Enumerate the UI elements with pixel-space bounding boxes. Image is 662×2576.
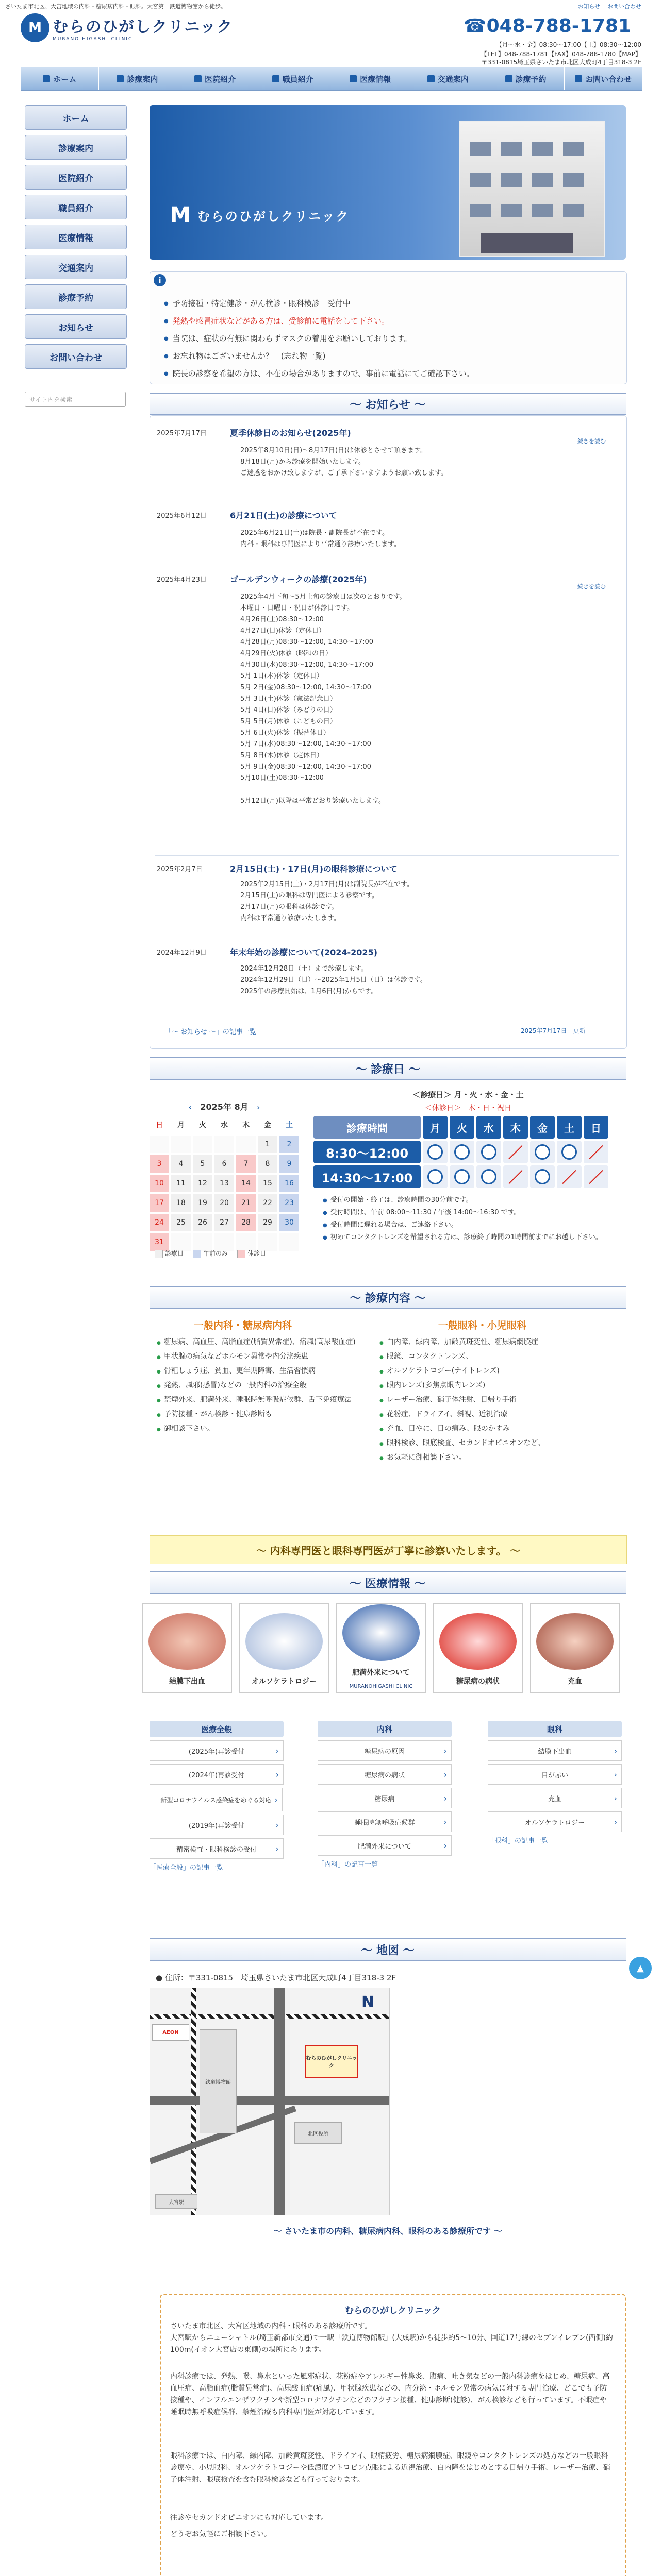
calendar-day: 30 bbox=[279, 1214, 299, 1231]
news-title[interactable]: 年末年始の診療について(2024-2025) bbox=[230, 947, 378, 957]
schedule-note: ● 受付の開始・終了は、診療時間の30分前です。 bbox=[323, 1194, 472, 1204]
schedule-closed-mark: ／ bbox=[503, 1165, 528, 1188]
gnav-label: 交通案内 bbox=[437, 74, 469, 84]
gnav-home[interactable] bbox=[21, 67, 99, 90]
ophthalmology-list bbox=[379, 1336, 622, 1462]
news-title[interactable]: 6月21日(土)の診療について bbox=[230, 511, 337, 520]
header-link-news[interactable]: お知らせ bbox=[577, 3, 600, 10]
calendar-day: 5 bbox=[193, 1155, 212, 1173]
calendar-day: 24 bbox=[150, 1214, 169, 1231]
gnav-reservation[interactable] bbox=[487, 67, 565, 90]
scroll-top-icon[interactable]: ▲ bbox=[629, 1957, 652, 1979]
dept-item: ● 眼内レンズ(多焦点眼内レンズ) bbox=[379, 1380, 622, 1390]
schedule-day-sun: 日 bbox=[584, 1116, 608, 1139]
compass-north-icon: N bbox=[361, 1993, 375, 2011]
schedule-note: ● 受付時間に遅れる場合は、ご連絡下さい。 bbox=[323, 1219, 458, 1229]
calendar-day bbox=[236, 1233, 256, 1251]
calendar-weekday: 土 bbox=[286, 1121, 293, 1129]
info-card[interactable] bbox=[239, 1603, 329, 1693]
category-internal bbox=[318, 1721, 452, 1869]
header-top-links bbox=[577, 2, 641, 10]
dept-item: ● 骨粗しょう症、貧血、更年期障害、生活習慣病 bbox=[157, 1365, 373, 1376]
calendar-day: 14 bbox=[236, 1175, 256, 1192]
eye-image bbox=[148, 1613, 226, 1670]
category-item[interactable]: 糖尿病 › bbox=[318, 1788, 452, 1808]
map-label-aeon: AEON bbox=[152, 2024, 189, 2041]
calendar-day: 25 bbox=[171, 1214, 191, 1231]
notice-item bbox=[164, 368, 474, 379]
category-item[interactable]: 新型コロナウイルス感染症をめぐる対応 › bbox=[150, 1788, 283, 1811]
schedule-day-sat: 土 bbox=[557, 1116, 582, 1139]
calendar-prev-icon[interactable]: ‹ bbox=[188, 1104, 192, 1112]
calendar-day: 15 bbox=[258, 1175, 277, 1192]
clinic-info-paragraph: 眼科診療では、白内障、緑内障、加齢黄斑変性、ドライアイ、眼精疲労、糖尿病網膜症、眼鏡やコンタクトレンズの処方などの一般眼科診療や、小児眼科、オルソケラトロジーや低濃度アトロピン点眼による近視治療、白内障をはじめとする日帰り手術、レーザー治療、硝子体注射、眼底検査を含む眼科検診なども行っております。 bbox=[170, 2452, 610, 2484]
news-date: 2025年6月12日 bbox=[157, 512, 207, 520]
category-general bbox=[150, 1721, 284, 1872]
card-label: 肥満外来について bbox=[352, 1669, 410, 1677]
schedule-open-mark bbox=[450, 1141, 474, 1163]
home-icon bbox=[43, 75, 50, 82]
sidebar-item-home[interactable]: ホーム bbox=[25, 105, 127, 130]
clinic-info-title: むらのひがしクリニック bbox=[345, 2306, 441, 2316]
calendar-day bbox=[258, 1233, 277, 1251]
dept-item: ● お気軽に御相談下さい。 bbox=[379, 1452, 622, 1462]
global-nav bbox=[21, 67, 642, 91]
gnav-about[interactable] bbox=[176, 67, 254, 90]
calendar-day: 16 bbox=[279, 1175, 299, 1192]
schedule-header-row bbox=[313, 1116, 626, 1139]
dept-item: ● 予防接種・がん検診・健康診断も bbox=[157, 1409, 373, 1419]
schedule-closed-mark: ／ bbox=[557, 1165, 582, 1188]
calendar-grid bbox=[150, 1116, 301, 1251]
news-body: 2025年4月下旬〜5月上旬の診療日は次のとおりです。 木曜日・日曜日・祝日が休診日です。 4月26日(土)08:30〜12:00 4月27日(日)休診（定休日） 4月28日(月)08:30〜12:00, 14:30〜17:00 4月29日(火)休診（昭和の日） 4月30日(水)08:30〜12:00, 14:30〜17:00 5月 1日(木)休診（定休日） 5月 2日(金)08:30〜12:00, 14:30〜17:00 5月 3日(土)休診（憲法記念日） 5月 4日(日)休診（みどりの日） 5月 5日(月)休診（こどもの日） 5月 6日(火)休診（振替休日） 5月 7日(水)08:30〜12:00, 14:30〜17:00 5月 8日(木)休診（定休日） 5月 9日(金)08:30〜12:00, 14:30〜17:00 5月10日(土)08:30〜12:00 5月12日(月)以降は平常どおり診療いたします。 bbox=[240, 593, 406, 805]
gnav-staff[interactable] bbox=[254, 67, 332, 90]
clinic-info-heading: 〜 さいたま市の内科、糖尿病内科、眼科のある診療所です 〜 bbox=[273, 2226, 502, 2236]
calendar-day bbox=[171, 1136, 191, 1153]
calendar-day: 9 bbox=[279, 1155, 299, 1173]
calendar-header bbox=[150, 1100, 299, 1112]
map-label-ward-office: 北区役所 bbox=[294, 2122, 342, 2144]
schedule-header-label: 診療時間 bbox=[313, 1116, 421, 1139]
gnav-access[interactable] bbox=[409, 67, 487, 90]
mail-icon bbox=[575, 75, 582, 82]
calendar-day bbox=[193, 1136, 212, 1153]
calendar-day: 17 bbox=[150, 1194, 169, 1212]
ophthalmology-title: 一般眼科・小児眼科 bbox=[438, 1320, 527, 1331]
sidebar-item-staff[interactable]: 職員紹介 bbox=[25, 195, 127, 219]
news-date: 2025年4月23日 bbox=[157, 576, 207, 584]
category-more-link[interactable]: 「医療全般」の記事一覧 bbox=[150, 1864, 224, 1872]
news-date: 2025年7月17日 bbox=[157, 430, 207, 437]
internal-medicine-list bbox=[157, 1336, 373, 1433]
sidebar-item-news[interactable]: お知らせ bbox=[25, 314, 127, 339]
calendar-next-icon[interactable]: › bbox=[257, 1104, 260, 1112]
dept-item: ● レーザー治療、硝子体注射、日帰り手術 bbox=[379, 1394, 622, 1404]
diabetes-image bbox=[439, 1613, 517, 1670]
schedule-open-mark bbox=[557, 1141, 582, 1163]
dept-item: ● 白内障、緑内障、加齢黄斑変性、糖尿病網膜症 bbox=[379, 1336, 622, 1347]
news-updated: 2025年7月17日 更新 bbox=[521, 1027, 586, 1035]
schedule-day-wed: 水 bbox=[476, 1116, 501, 1139]
map-section-title: 〜 地図 〜 bbox=[150, 1938, 626, 1961]
schedule-closed-mark: ／ bbox=[503, 1141, 528, 1163]
news-body: 2025年6月21日(土)は院長・副院長が不在です。 内科・眼科は専門医により平常通り診療いたします。 bbox=[240, 529, 401, 548]
sidebar-item-medical-info[interactable]: 医療情報 bbox=[25, 225, 127, 249]
gnav-services[interactable] bbox=[99, 67, 177, 90]
info-icon bbox=[350, 75, 357, 82]
legend-closed: 休診日 bbox=[237, 1249, 266, 1258]
calendar-day bbox=[279, 1233, 299, 1251]
notice-text: 発熱や感冒症状などがある方は、受診前に電話をして下さい。 bbox=[172, 316, 389, 326]
calendar-weekday: 水 bbox=[221, 1121, 228, 1129]
news-date: 2025年2月7日 bbox=[157, 866, 203, 873]
notice-item bbox=[164, 333, 412, 344]
clinic-info-paragraph: どうぞお気軽にご相談下さい。 bbox=[170, 2530, 271, 2538]
dept-item: ● 眼鏡、コンタクトレンズ、 bbox=[379, 1351, 622, 1361]
staff-icon bbox=[272, 75, 279, 82]
calendar-weekday: 木 bbox=[242, 1121, 250, 1129]
header-tagline: さいたま市北区、大宮地域の内科・糖尿病内科・眼科。大宮第一鉄道博物館から徒歩。 bbox=[5, 3, 226, 10]
calendar-day: 1 bbox=[258, 1136, 277, 1153]
card-label: 糖尿病の病状 bbox=[456, 1677, 500, 1686]
gnav-label: 職員紹介 bbox=[282, 74, 313, 84]
news-body: 2025年2月15日(土)・2月17日(月)は副院長が不在です。 2月15日(土)の眼科は専門医による診察です。 2月17日(月)の眼科は休診です。 内科は平常通り診療いたします。 bbox=[240, 880, 413, 922]
calendar-day: 18 bbox=[171, 1194, 191, 1212]
dept-item: ● 花粉症、ドライアイ、斜視、近視治療 bbox=[379, 1409, 622, 1419]
calendar-day: 3 bbox=[150, 1155, 169, 1173]
schedule-day-mon: 月 bbox=[423, 1116, 448, 1139]
category-title: 眼科 bbox=[488, 1721, 622, 1737]
category-item[interactable]: (2025年)再診受付 › bbox=[150, 1740, 284, 1761]
logo-subtext: MURANO HIGASHI CLINIC bbox=[53, 37, 133, 42]
category-item[interactable]: 精密検査・眼科検診の受付 › bbox=[150, 1838, 284, 1859]
about-icon bbox=[194, 75, 202, 82]
calendar-day: 4 bbox=[171, 1155, 191, 1173]
schedule-open-mark bbox=[530, 1165, 555, 1188]
dept-item: ● オルソケラトロジー(ナイトレンズ) bbox=[379, 1365, 622, 1376]
info-card[interactable] bbox=[530, 1603, 620, 1693]
dept-item: ● 禁煙外来、肥満外来、睡眠時無呼吸症候群、舌下免疫療法 bbox=[157, 1394, 373, 1404]
header-address: 〒331-0815埼玉県さいたま市北区大成町4丁目318-3 2F bbox=[481, 59, 641, 66]
schedule-open-mark bbox=[476, 1141, 501, 1163]
category-title: 医療全般 bbox=[150, 1721, 284, 1737]
card-label: オルソケラトロジー bbox=[252, 1677, 317, 1686]
dept-item: ● 甲状腺の病気などホルモン異常や内分泌疾患 bbox=[157, 1351, 373, 1361]
hero-logo-mark-icon: M bbox=[170, 203, 192, 227]
access-map[interactable] bbox=[150, 1988, 390, 2215]
logo-text: むらのひがしクリニック bbox=[53, 18, 234, 36]
calendar-weekday: 金 bbox=[264, 1121, 271, 1129]
category-item[interactable]: 糖尿病の原因 › bbox=[318, 1740, 452, 1761]
notice-text: お忘れ物はございませんか？ (忘れ物一覧) bbox=[172, 351, 326, 361]
header-phone[interactable]: ☎048-788-1781 bbox=[463, 15, 631, 37]
calendar-day: 21 bbox=[236, 1194, 256, 1212]
departments-section-title: 〜 診療内容 〜 bbox=[150, 1286, 626, 1309]
sidebar-item-services[interactable]: 診療案内 bbox=[25, 135, 127, 160]
map-label-clinic: むらのひがしクリニック bbox=[305, 2045, 358, 2078]
news-read-more[interactable]: 続きを読む bbox=[577, 583, 606, 590]
red-eye-image bbox=[536, 1613, 614, 1670]
news-body: 2025年8月10日(日)〜8月17日(日)は休診とさせて頂きます。 8月18日(月)から診療を開始いたします。 ご迷惑をおかけ致しますが、ご了承下さいますようお願い致します。 bbox=[240, 447, 448, 477]
notice-text: 当院は、症状の有無に関わらずマスクの着用をお願いしております。 bbox=[172, 334, 412, 343]
calendar-title: 2025年 8月 bbox=[200, 1102, 249, 1112]
calendar-day: 8 bbox=[258, 1155, 277, 1173]
calendar-day: 13 bbox=[214, 1175, 234, 1192]
schedule-day-tue: 火 bbox=[450, 1116, 474, 1139]
specialist-banner: 〜 内科専門医と眼科専門医が丁寧に診察いたします。 〜 bbox=[150, 1535, 627, 1564]
calendar-day bbox=[236, 1136, 256, 1153]
gnav-label: ホーム bbox=[53, 74, 77, 84]
info-icon: i bbox=[154, 274, 166, 286]
legend-am-only: 午前のみ bbox=[193, 1249, 228, 1258]
clinic-info-paragraph: さいたま市北区、大宮区地域の内科・眼科のある診療所です。 大宮駅からニューシャトル(埼玉新都市交通)で一駅「鉄道博物館駅」(大成駅)から徒歩約5〜10分、国道17号線のセブンイレブン(西側)約100m(イオン大宮店の東側)の場所にあります。 bbox=[170, 2322, 613, 2354]
card-logo-text: MURANOHIGASHI CLINIC bbox=[349, 1684, 413, 1689]
calendar-day: 31 bbox=[150, 1233, 169, 1251]
services-icon bbox=[117, 75, 124, 82]
news-read-more[interactable]: 続きを読む bbox=[577, 438, 606, 445]
notice-text: 院長の診察を希望の方は、不在の場合がありますので、事前に電話にてご確認下さい。 bbox=[172, 369, 474, 378]
schedule-closed-mark: ／ bbox=[584, 1141, 608, 1163]
gnav-label: お問い合わせ bbox=[585, 74, 632, 84]
calendar-day bbox=[193, 1233, 212, 1251]
schedule-note: ● 受付時間は、午前 08:00〜11:30 / 午後 14:00〜16:30 です。 bbox=[323, 1207, 521, 1216]
category-eye bbox=[488, 1721, 622, 1845]
notice-text: 予防接種・特定健診・がん検診・眼科検診 受付中 bbox=[172, 299, 351, 308]
news-divider bbox=[155, 855, 619, 856]
category-item[interactable]: 目が赤い › bbox=[488, 1764, 622, 1785]
clinic-info-paragraph: 往診やセカンドオピニオンにも対応しています。 bbox=[170, 2514, 328, 2522]
schedule-table bbox=[313, 1116, 626, 1190]
header-hours: 【月〜水・金】08:30〜17:00【土】08:30〜12:00 bbox=[495, 41, 641, 48]
category-item[interactable]: 糖尿病の病状 › bbox=[318, 1764, 452, 1785]
category-item[interactable]: 充血 › bbox=[488, 1788, 622, 1808]
category-more-link[interactable]: 「内科」の記事一覧 bbox=[318, 1861, 378, 1869]
news-date: 2024年12月9日 bbox=[157, 949, 207, 957]
news-title[interactable]: ゴールデンウィークの診療(2025年) bbox=[230, 574, 367, 584]
schedule-day-thu: 木 bbox=[503, 1116, 528, 1139]
calendar-icon bbox=[505, 75, 512, 82]
calendar-day bbox=[171, 1233, 191, 1251]
schedule-closed-mark: ／ bbox=[584, 1165, 608, 1188]
calendar-day: 19 bbox=[193, 1194, 212, 1212]
map-label-museum: 鉄道博物館 bbox=[200, 2029, 237, 2133]
category-item[interactable]: オルソケラトロジー › bbox=[488, 1811, 622, 1832]
calendar-day: 2 bbox=[279, 1136, 299, 1153]
calendar-day bbox=[214, 1233, 234, 1251]
map-address: ● 住所：〒331-0815 埼玉県さいたま市北区大成町4丁目318-3 2F bbox=[156, 1973, 396, 1982]
clinic-building-image bbox=[459, 121, 605, 257]
schedule-time-am: 8:30〜12:00 bbox=[313, 1141, 421, 1163]
dept-item: ● 発熱、風邪(感冒)などの一般内科の治療全般 bbox=[157, 1380, 373, 1390]
card-label: 充血 bbox=[568, 1677, 582, 1686]
calendar-day: 22 bbox=[258, 1194, 277, 1212]
schedule-open-mark bbox=[450, 1165, 474, 1188]
dept-item: ● 御相談下さい。 bbox=[157, 1423, 373, 1433]
category-title: 内科 bbox=[318, 1721, 452, 1737]
schedule-time-pm: 14:30〜17:00 bbox=[313, 1165, 421, 1188]
map-label-station: 大宮駅 bbox=[155, 2194, 197, 2209]
schedule-open-mark bbox=[423, 1165, 448, 1188]
schedule-day-fri: 金 bbox=[530, 1116, 555, 1139]
site-logo[interactable] bbox=[21, 12, 233, 43]
info-card[interactable] bbox=[336, 1603, 426, 1693]
schedule-row-pm bbox=[313, 1165, 626, 1188]
schedule-note: ● 初めてコンタクトレンズを希望される方は、診療終了時間の1時間前までにお越し下さい。 bbox=[323, 1231, 617, 1241]
gnav-label: 医院紹介 bbox=[205, 74, 236, 84]
sidebar-item-reservation[interactable]: 診療予約 bbox=[25, 284, 127, 309]
header-phone-number: 048-788-1781 bbox=[486, 15, 631, 37]
hero-banner bbox=[150, 105, 626, 260]
category-item[interactable]: 睡眠時無呼吸症候群 › bbox=[318, 1811, 452, 1832]
schedule-section-title: 〜 診療日 〜 bbox=[150, 1057, 626, 1080]
clinic-info-paragraph: 内科診療では、発熱、喉、鼻水といった風邪症状、花粉症やアレルギー性鼻炎、腹痛、吐き気などの一般内科診療をはじめ、糖尿病、高血圧症、高脂血症(脂質異常症)、高尿酸血症(痛風)、甲状腺疾患などの、内分泌・ホルモン異常の病気に対する専門治療、どこでも予防接種や、インフルエンザワクチンや新型コロナワクチンなどのワクチン接種、健康診断(健診)、がん検診なども行っています。不眠症や睡眠時無呼吸症候群、禁煙治療も内科専門医が対応しています。 bbox=[170, 2372, 610, 2416]
schedule-row-am bbox=[313, 1141, 626, 1163]
schedule-open-mark bbox=[476, 1165, 501, 1188]
logo-mark-icon: M bbox=[21, 13, 49, 42]
medical-info-section-title: 〜 医療情報 〜 bbox=[150, 1571, 626, 1594]
calendar-weekday: 火 bbox=[199, 1121, 206, 1129]
calendar-day: 27 bbox=[214, 1214, 234, 1231]
hero-logo-text: むらのひがしクリニック bbox=[197, 209, 350, 224]
gnav-medical-info[interactable] bbox=[332, 67, 410, 90]
calendar-day: 26 bbox=[193, 1214, 212, 1231]
category-item[interactable]: 肥満外来について › bbox=[318, 1835, 452, 1856]
calendar-day: 20 bbox=[214, 1194, 234, 1212]
news-section-title: 〜 お知らせ 〜 bbox=[150, 393, 626, 415]
category-item[interactable]: 結膜下出血 › bbox=[488, 1740, 622, 1761]
calendar-day bbox=[150, 1136, 169, 1153]
card-label: 結膜下出血 bbox=[169, 1677, 205, 1686]
news-archive-link[interactable]: 「〜 お知らせ 〜」の記事一覧 bbox=[165, 1028, 256, 1036]
calendar-day: 12 bbox=[193, 1175, 212, 1192]
category-item[interactable]: (2019年)再診受付 › bbox=[150, 1815, 284, 1835]
legend-open: 診療日 bbox=[155, 1249, 184, 1258]
internal-medicine-title: 一般内科・糖尿病内科 bbox=[194, 1320, 292, 1331]
site-search-input[interactable]: サイト内を検索 bbox=[25, 392, 126, 407]
lens-image bbox=[245, 1613, 323, 1670]
dept-item: ● 眼科検診、眼底検査、セカンドオピニオンなど、 bbox=[379, 1437, 622, 1448]
schedule-closed-days: ＜休診日＞ 木・日・祝日 bbox=[425, 1104, 511, 1112]
category-item[interactable]: (2024年)再診受付 › bbox=[150, 1764, 284, 1785]
calendar-day: 29 bbox=[258, 1214, 277, 1231]
news-title[interactable]: 夏季休診日のお知らせ(2025年) bbox=[230, 428, 351, 438]
schedule-open-mark bbox=[423, 1141, 448, 1163]
info-card[interactable] bbox=[142, 1603, 232, 1693]
hero-logo bbox=[170, 203, 350, 227]
dept-item: ● 糖尿病、高血圧、高脂血症(脂質異常症)、痛風(高尿酸血症) bbox=[157, 1336, 373, 1347]
calendar-day: 7 bbox=[236, 1155, 256, 1173]
gnav-contact[interactable] bbox=[565, 67, 642, 90]
gnav-label: 診療案内 bbox=[127, 74, 158, 84]
gnav-label: 医療情報 bbox=[360, 74, 391, 84]
calendar-weekday: 月 bbox=[177, 1121, 185, 1129]
train-icon bbox=[427, 75, 435, 82]
sidebar-item-access[interactable]: 交通案内 bbox=[25, 255, 127, 279]
calendar-day: 23 bbox=[279, 1194, 299, 1212]
calendar-day: 6 bbox=[214, 1155, 234, 1173]
calendar-day: 10 bbox=[150, 1175, 169, 1192]
calendar-weekday: 日 bbox=[156, 1121, 163, 1129]
calendar-day: 28 bbox=[236, 1214, 256, 1231]
category-more-link[interactable]: 「眼科」の記事一覧 bbox=[488, 1837, 549, 1845]
gnav-label: 診療予約 bbox=[515, 74, 547, 84]
clinic-logo-image bbox=[342, 1604, 420, 1661]
calendar-day bbox=[214, 1136, 234, 1153]
sidebar-item-contact[interactable]: お問い合わせ bbox=[25, 344, 127, 369]
dept-item: ● 充血、目やに、目の痛み、眼のかすみ bbox=[379, 1423, 622, 1433]
notice-item bbox=[164, 315, 389, 326]
schedule-open-mark bbox=[530, 1141, 555, 1163]
news-title[interactable]: 2月15日(土)・17日(月)の眼科診療について bbox=[230, 864, 398, 874]
header-contact: 【TEL】048-788-1781【FAX】048-788-1780【MAP】 bbox=[481, 50, 641, 58]
sidebar-item-about[interactable]: 医院紹介 bbox=[25, 165, 127, 190]
medical-info-cards bbox=[142, 1603, 627, 1693]
info-card[interactable] bbox=[433, 1603, 523, 1693]
schedule-open-days: ＜診療日＞ 月・火・水・金・土 bbox=[412, 1090, 524, 1099]
notice-item[interactable] bbox=[164, 350, 325, 361]
notice-box bbox=[150, 271, 627, 384]
news-body: 2024年12月28日（土）まで診療します。 2024年12月29日（日）〜2025年1月5日（日）は休診です。 2025年の診療開始は、1月6日(月)からです。 bbox=[240, 965, 427, 995]
calendar-legend bbox=[155, 1249, 266, 1258]
calendar-day: 11 bbox=[171, 1175, 191, 1192]
notice-item bbox=[164, 298, 351, 309]
header-link-contact[interactable]: お問い合わせ bbox=[607, 3, 641, 10]
